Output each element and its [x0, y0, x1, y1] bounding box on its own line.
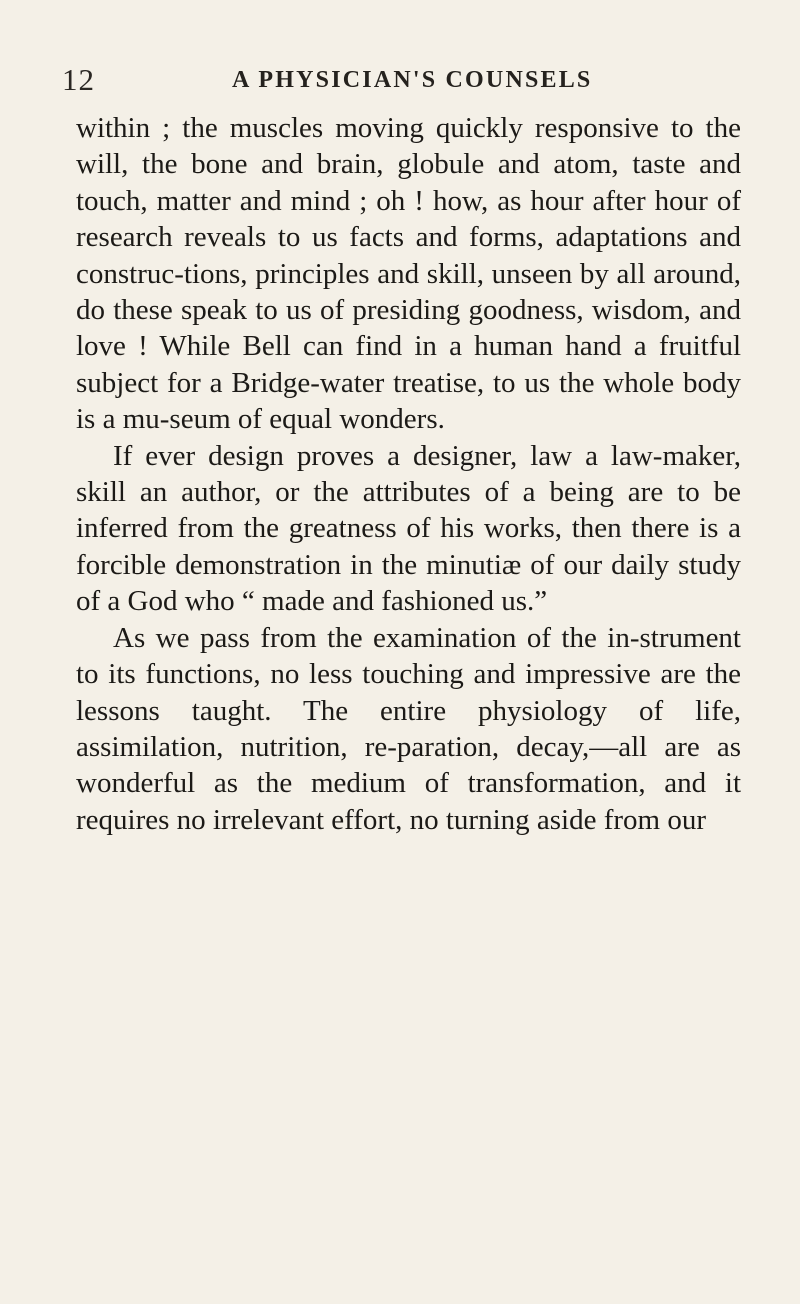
paragraph-1: within ; the muscles moving quickly responsive to the will, the bone and brain, globule and atom, taste and touch, matter and mind ; oh ! how, as hour after hour of research reveals to us facts and forms, adaptations and construc-tions, principles and skill, unseen by all around, do these speak to us of presiding goodness, wisdom, and love ! While Bell can find in a human hand a fruitful subject for a Bridge-water treatise, to us the whole body is a mu-seum of equal wonders.	[76, 112, 741, 436]
body-text	[76, 110, 741, 838]
running-head	[0, 62, 800, 102]
page-number: 12	[62, 62, 95, 97]
paragraph-2: If ever design proves a designer, law a law-maker, skill an author, or the attributes of a being are to be inferred from the greatness of his works, then there is a forcible demonstration in the minutiæ of our daily study of a God who “ made and fashioned us.”	[76, 439, 741, 618]
running-title: A PHYSICIAN'S COUNSELS	[232, 67, 593, 93]
paragraph-3: As we pass from the examination of the in-strument to its functions, no less touching and impressive are the lessons taught. The entire physiology of life, assimilation, nutrition, re-paration, decay,—all are as wonderful as the medium of transformation, and it requires no irrelevant effort, no turning aside from our	[76, 621, 741, 836]
